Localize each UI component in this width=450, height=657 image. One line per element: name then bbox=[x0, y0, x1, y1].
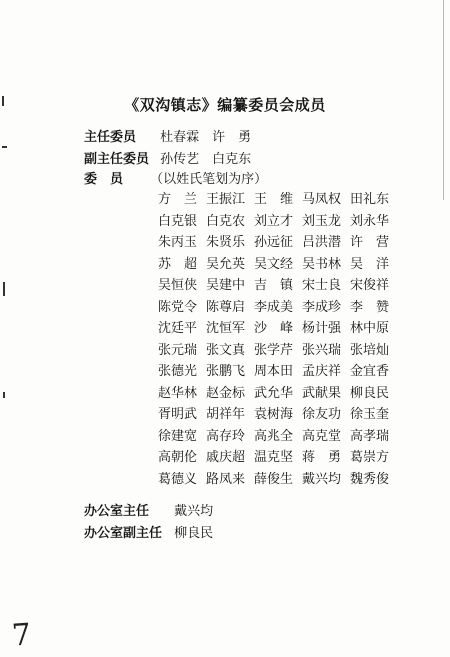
member-name: 张兴瑞 bbox=[302, 342, 342, 358]
members-row bbox=[84, 168, 267, 187]
margin-mark bbox=[2, 146, 7, 148]
member-name: 赵金标 bbox=[206, 385, 246, 401]
member-name: 孟庆祥 bbox=[302, 364, 342, 379]
member-name: 陈尊启 bbox=[206, 299, 246, 315]
member-name: 白克农 bbox=[206, 213, 246, 229]
member-name: 张培灿 bbox=[350, 342, 390, 358]
members-note: （以姓氏笔划为序） bbox=[150, 172, 268, 187]
director-names: 杜春霖 许 勇 bbox=[160, 130, 252, 145]
vice-director-row bbox=[84, 148, 251, 167]
member-name: 戴兴均 bbox=[302, 471, 342, 487]
member-name: 吴文经 bbox=[254, 256, 294, 272]
page-title: 《双沟镇志》编纂委员会成员 bbox=[124, 96, 326, 114]
member-row bbox=[158, 403, 398, 425]
margin-mark bbox=[3, 282, 5, 296]
member-name: 朱丙玉 bbox=[158, 235, 198, 250]
member-name: 吴建中 bbox=[206, 278, 246, 293]
member-name: 高孝瑞 bbox=[350, 428, 390, 444]
office-vice-director-label: 办公室副主任 bbox=[84, 526, 163, 541]
member-name: 魏秀俊 bbox=[350, 471, 390, 487]
member-name: 葛德义 bbox=[158, 471, 198, 487]
member-name: 朱贤乐 bbox=[206, 235, 246, 250]
member-name: 吉 镇 bbox=[254, 278, 294, 293]
member-name: 李成美 bbox=[254, 299, 294, 315]
member-name: 吴允英 bbox=[206, 256, 246, 272]
member-row bbox=[158, 425, 398, 447]
member-name: 方 兰 bbox=[158, 192, 198, 207]
vice-director-label: 副主任委员 bbox=[84, 152, 150, 167]
member-name: 沈恒军 bbox=[206, 321, 246, 336]
member-name: 武献果 bbox=[302, 385, 342, 401]
member-name: 孙远征 bbox=[254, 235, 294, 250]
office-vice-director-names: 柳良民 bbox=[174, 526, 214, 541]
office-vice-director-row bbox=[84, 522, 213, 541]
member-name: 吴恒侠 bbox=[158, 278, 198, 293]
member-row bbox=[158, 274, 398, 296]
member-name: 王 维 bbox=[254, 192, 294, 207]
member-name: 王振江 bbox=[206, 192, 246, 207]
member-name: 徐建宽 bbox=[158, 428, 198, 444]
member-name: 武允华 bbox=[254, 385, 294, 401]
member-name: 温克坚 bbox=[254, 450, 294, 465]
member-name: 宋俊祥 bbox=[350, 278, 390, 293]
member-name: 张学芹 bbox=[254, 342, 294, 358]
member-name: 吴 洋 bbox=[350, 256, 390, 272]
member-name: 杨计强 bbox=[302, 321, 342, 336]
member-name: 袁树海 bbox=[254, 407, 294, 422]
member-row bbox=[158, 253, 398, 275]
member-row bbox=[158, 210, 398, 232]
member-row bbox=[158, 382, 398, 404]
member-name: 张元瑞 bbox=[158, 342, 198, 358]
director-label: 主任委员 bbox=[84, 130, 137, 145]
member-name: 陈党令 bbox=[158, 299, 198, 315]
member-row bbox=[158, 317, 398, 339]
member-name: 白克银 bbox=[158, 213, 198, 229]
office-director-row bbox=[84, 500, 213, 519]
member-name: 高兆全 bbox=[254, 428, 294, 444]
member-name: 沙 峰 bbox=[254, 321, 294, 336]
members-label: 委 员 bbox=[84, 172, 124, 187]
office-director-label: 办公室主任 bbox=[84, 504, 150, 519]
member-name: 张德光 bbox=[158, 364, 198, 379]
member-name: 徐玉奎 bbox=[350, 407, 390, 422]
member-name: 李 赞 bbox=[350, 299, 390, 315]
member-name: 吕洪潜 bbox=[302, 235, 342, 250]
member-name: 许 营 bbox=[350, 235, 390, 250]
member-name: 胥明武 bbox=[158, 407, 198, 422]
member-name: 马凤权 bbox=[302, 192, 342, 207]
member-name: 刘永华 bbox=[350, 213, 390, 229]
member-name: 金宜香 bbox=[350, 364, 390, 379]
vice-director-names: 孙传艺 白克东 bbox=[160, 152, 252, 167]
office-director-names: 戴兴均 bbox=[174, 504, 214, 519]
member-name: 张文真 bbox=[206, 342, 246, 358]
member-name: 宋士良 bbox=[302, 278, 342, 293]
member-name: 蒋 勇 bbox=[302, 450, 342, 465]
member-name: 林中原 bbox=[350, 321, 390, 336]
member-row bbox=[158, 468, 398, 490]
member-name: 胡祥年 bbox=[206, 407, 246, 422]
member-name: 田礼东 bbox=[350, 192, 390, 207]
member-name: 葛崇方 bbox=[350, 450, 390, 465]
member-name: 赵华林 bbox=[158, 385, 198, 401]
member-name: 吴书林 bbox=[302, 256, 342, 272]
margin-mark bbox=[3, 392, 5, 398]
page-number: 7 bbox=[10, 617, 33, 654]
member-row bbox=[158, 231, 398, 253]
member-name: 徐友功 bbox=[302, 407, 342, 422]
member-name: 路凤来 bbox=[206, 471, 246, 487]
member-row bbox=[158, 188, 398, 210]
member-name: 张鹏飞 bbox=[206, 364, 246, 379]
member-name: 高存玲 bbox=[206, 428, 246, 444]
member-name: 周本田 bbox=[254, 364, 294, 379]
member-name: 李成珍 bbox=[302, 299, 342, 315]
member-row bbox=[158, 339, 398, 361]
member-name: 刘立才 bbox=[254, 213, 294, 229]
member-name: 高朝伦 bbox=[158, 450, 198, 465]
member-name: 刘玉龙 bbox=[302, 213, 342, 229]
member-name: 高克堂 bbox=[302, 428, 342, 444]
director-row bbox=[84, 126, 251, 145]
member-name: 戚庆超 bbox=[206, 450, 246, 465]
member-row bbox=[158, 446, 398, 468]
member-name: 薛俊生 bbox=[254, 471, 294, 487]
member-name: 苏 超 bbox=[158, 256, 198, 272]
member-name: 柳良民 bbox=[350, 385, 390, 401]
members-name-list bbox=[158, 188, 398, 489]
member-name: 沈廷平 bbox=[158, 321, 198, 336]
member-row bbox=[158, 360, 398, 382]
member-row bbox=[158, 296, 398, 318]
